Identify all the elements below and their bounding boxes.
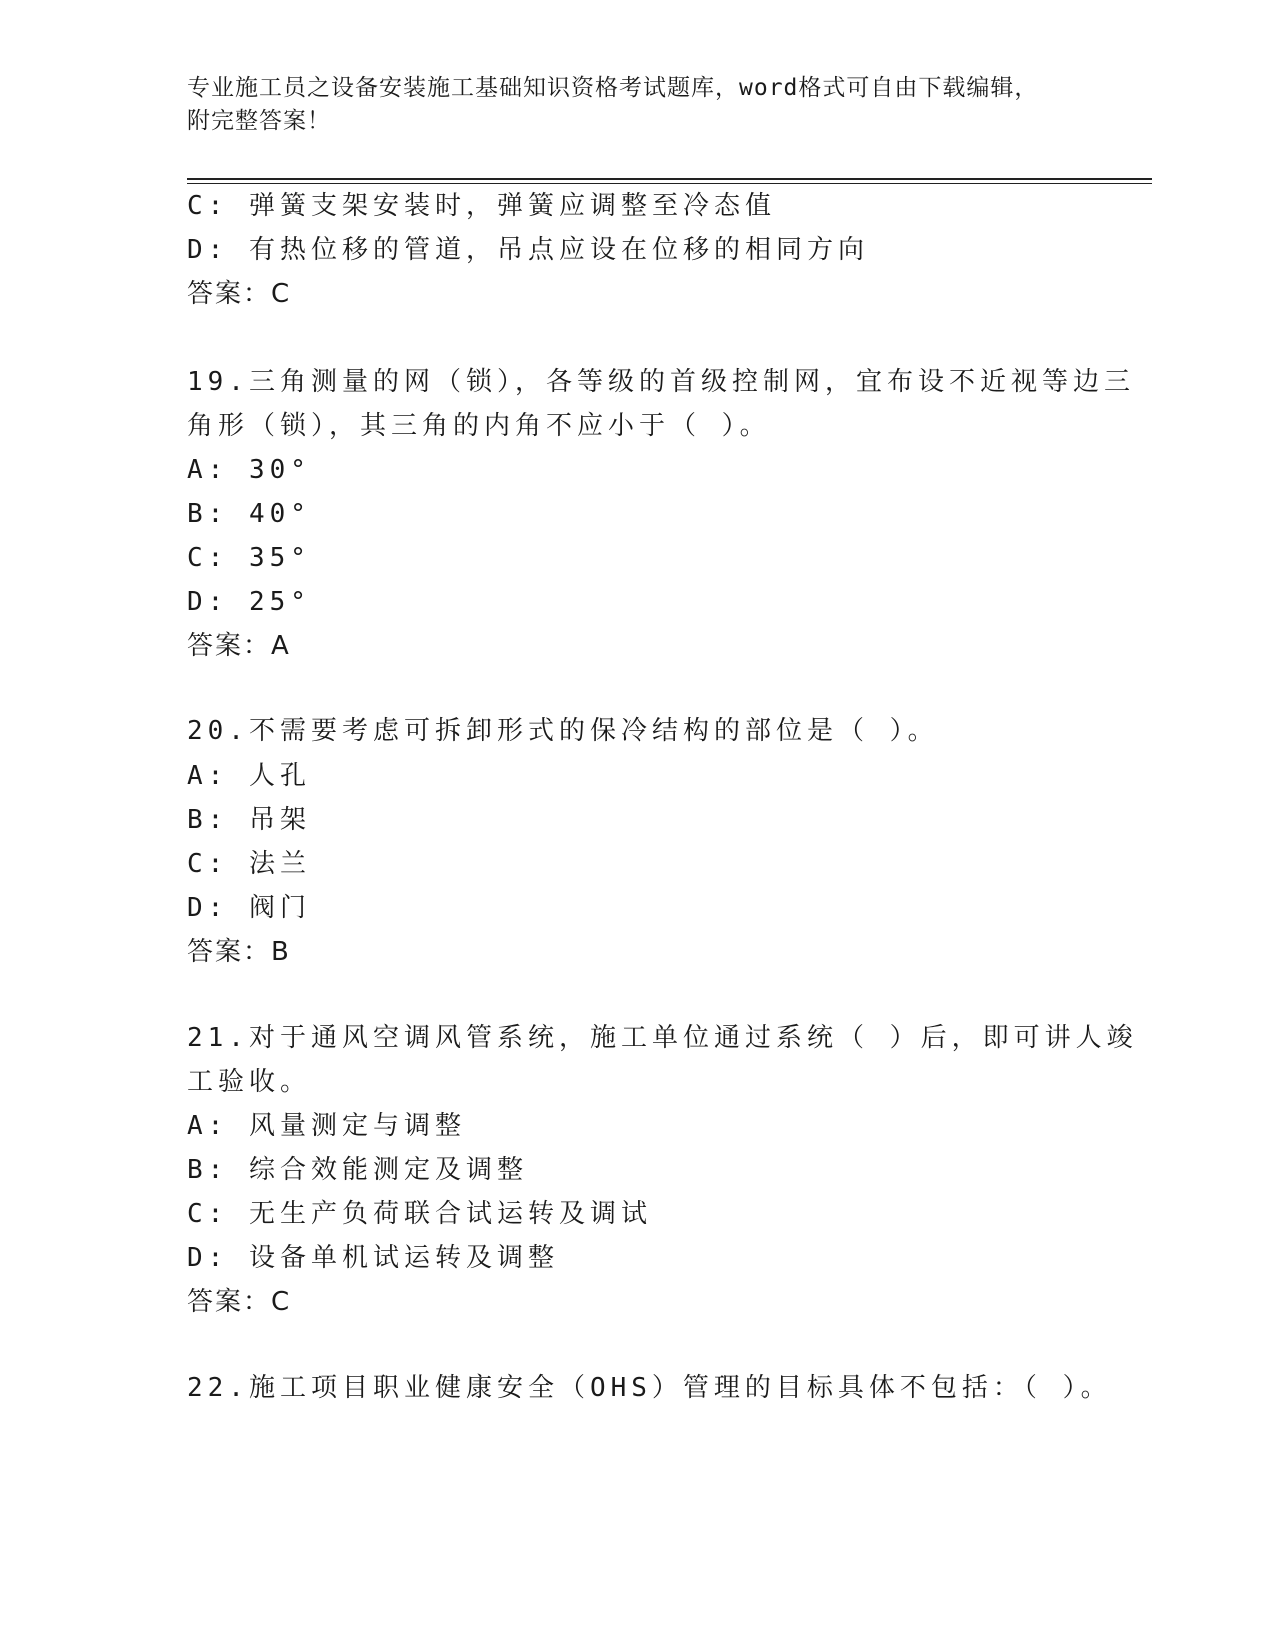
question-20-option-b: B: 吊架 <box>187 805 311 835</box>
header-title-line-2: 附完整答案！ <box>187 108 331 134</box>
question-19-option-b: B: 40° <box>187 499 311 529</box>
question-20-option-d: D: 阀门 <box>187 893 311 923</box>
answer-line: 答案：C <box>187 279 292 309</box>
question-19-option-d: D: 25° <box>187 587 311 617</box>
question-19-option-a: A: 30° <box>187 455 311 485</box>
header-title-line-1: 专业施工员之设备安装施工基础知识资格考试题库，word格式可自由下载编辑， <box>187 75 1039 101</box>
question-21-option-d: D: 设备单机试运转及调整 <box>187 1243 559 1273</box>
question-21-option-c: C: 无生产负荷联合试运转及调试 <box>187 1199 652 1229</box>
question-20-stem: 20.不需要考虑可拆卸形式的保冷结构的部位是（ ）。 <box>187 716 939 746</box>
header-rule-thin <box>187 183 1152 184</box>
document-header <box>187 72 1087 138</box>
option-d: D: 有热位移的管道，吊点应设在位移的相同方向 <box>187 235 869 265</box>
question-21-stem-line-2: 工验收。 <box>187 1067 312 1097</box>
header-rule-thick <box>187 178 1152 180</box>
question-21-stem-line-1: 21.对于通风空调风管系统，施工单位通过系统（ ）后，即可讲人竣 <box>187 1023 1138 1053</box>
question-19-stem-line-1: 19.三角测量的网（锁），各等级的首级控制网，宜布设不近视等边三 <box>187 367 1135 397</box>
option-c: C: 弹簧支架安装时，弹簧应调整至冷态值 <box>187 191 776 221</box>
question-21-option-a: A: 风量测定与调整 <box>187 1111 466 1141</box>
question-19-stem-line-2: 角形（锁），其三角的内角不应小于（ ）。 <box>187 411 771 441</box>
question-19-option-c: C: 35° <box>187 543 311 573</box>
question-22-stem: 22.施工项目职业健康安全（OHS）管理的目标具体不包括：（ ）。 <box>187 1373 1112 1403</box>
question-20-option-a: A: 人孔 <box>187 761 311 791</box>
question-20-option-c: C: 法兰 <box>187 849 311 879</box>
question-19-answer: 答案：A <box>187 631 291 661</box>
question-21-answer: 答案：C <box>187 1287 292 1317</box>
question-20-answer: 答案：B <box>187 937 291 967</box>
question-21-option-b: B: 综合效能测定及调整 <box>187 1155 528 1185</box>
